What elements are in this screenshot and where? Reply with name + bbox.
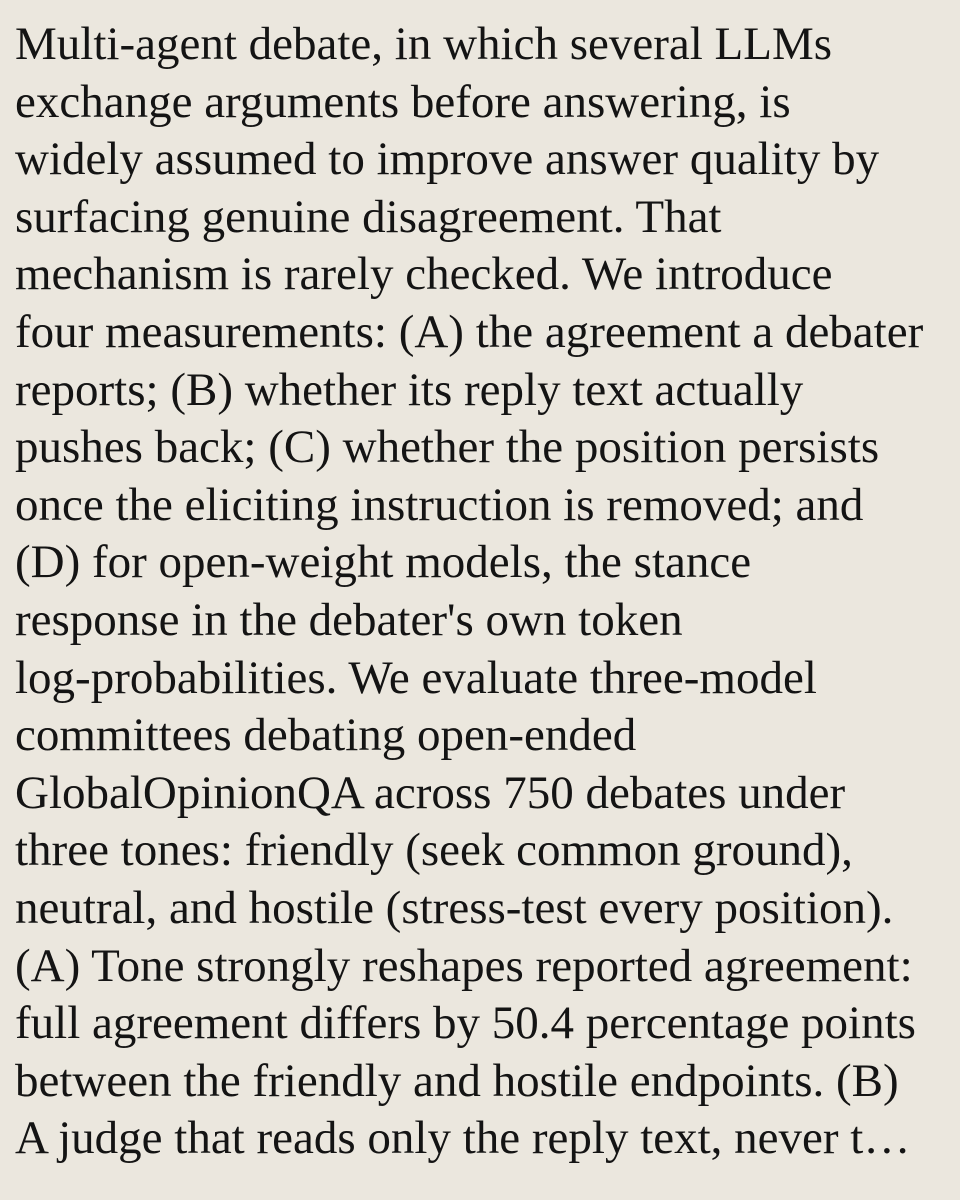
text-line-11: response in the debater's own token: [15, 593, 683, 646]
text-line-5: mechanism is rarely checked. We introduce: [15, 248, 833, 301]
text-line-13: committees debating open-ended: [15, 709, 637, 762]
text-line-3: widely assumed to improve answer quality by: [15, 133, 880, 186]
text-line-15: three tones: friendly (seek common ground),: [15, 824, 853, 877]
text-line-20: A judge that reads only the reply text, never t…: [15, 1112, 911, 1165]
text-line-14: GlobalOpinionQA across 750 debates under: [15, 766, 846, 819]
text-line-2: exchange arguments before answering, is: [15, 75, 791, 128]
text-line-7: reports; (B) whether its reply text actually: [15, 363, 804, 416]
text-line-18: full agreement differs by 50.4 percentage points: [15, 997, 916, 1050]
text-line-16: neutral, and hostile (stress-test every position).: [15, 881, 894, 934]
text-line-6: four measurements: (A) the agreement a debater: [15, 305, 924, 358]
abstract-text: [15, 16, 955, 1168]
text-line-1: Multi-agent debate, in which several LLMs: [15, 18, 833, 70]
text-line-8: pushes back; (C) whether the position persists: [15, 421, 880, 474]
text-line-19: between the friendly and hostile endpoints. (B): [15, 1054, 899, 1107]
text-line-9: once the eliciting instruction is removed; and: [15, 478, 864, 531]
text-line-17: (A) Tone strongly reshapes reported agreement:: [15, 939, 913, 992]
text-line-10: (D) for open-weight models, the stance: [15, 536, 752, 589]
text-line-12: log-probabilities. We evaluate three-model: [15, 651, 817, 704]
text-line-4: surfacing genuine disagreement. That: [15, 190, 722, 243]
